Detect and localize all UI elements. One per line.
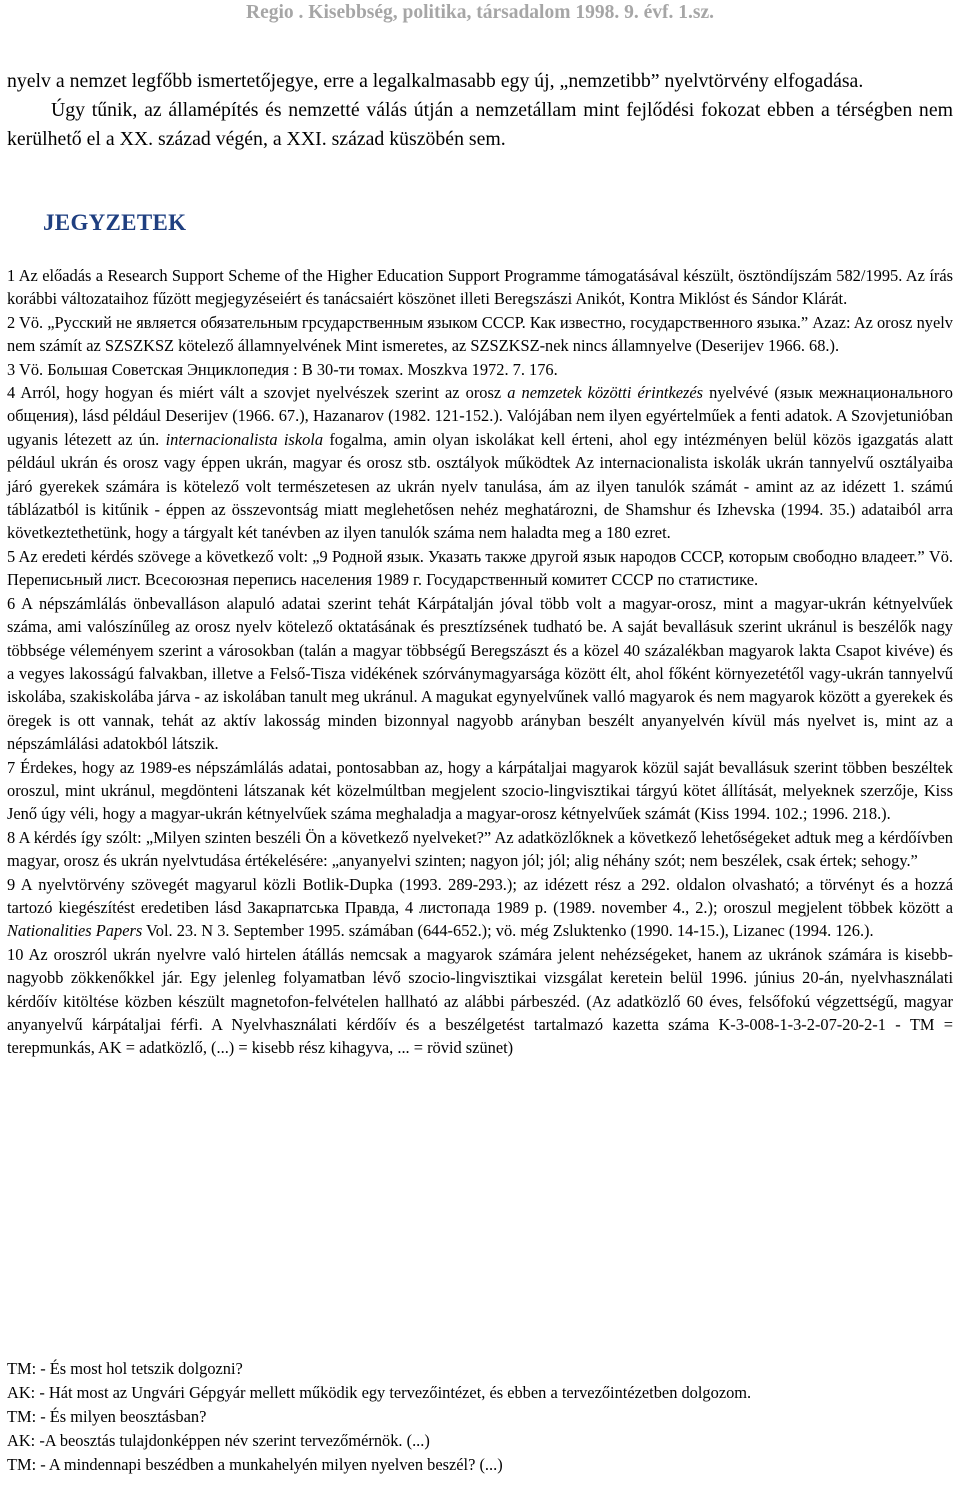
dialog-line: TM: - A mindennapi beszédben a munkahelyén milyen nyelven beszél? (...) [7,1455,503,1474]
note-2: 2 Vö. „Русский не является обязательным грсударственным языком СССР. Как известно, государственного языка.” Azaz: Az orosz nyelv nem számít az SZSZKSZ kötelező államnyelvének Mint ismeretes, az SZSZKSZ-nek nincs államnyelve (Deserijev 1966. 68.). [7,312,953,356]
note-9 [7,873,953,943]
dialog-line: AK: - Hát most az Ungvári Gépgyár mellett működik egy tervezőintézet, és ebben a tervezőintézetben dolgozom. [7,1383,752,1402]
note-5: 5 Az eredeti kérdés szövege a következő volt: „9 Родной язык. Указать также другой язык народов СССР, которым свободно владеет.” Vö. Переписьный лист. Всесоюзная перепись населения 1989 г. Государственный комитет СССР по статистике. [7,546,953,590]
note-emphasis: a nemzetek közötti érintkezés [507,383,704,403]
body-text [7,67,953,154]
note-emphasis: Nationalities Papers [7,921,143,941]
note-4 [7,381,953,545]
notes-heading: JEGYZETEK [43,210,187,235]
note-text: fogalma, amin olyan iskolákat kell érteni, ahol egy intézményen belül közös igazgatás alatt például ukrán és orosz vagy éppen ukrán, magyar és orosz stb. osztályok működtek Az internacionalista iskolák ukrán tannyelvű osztályaiba járó gyerekek számára is kötelező volt természetesen az ukrán nyelv tanulása, ám az ilyen tanulók számát - amint az az idézett 1. számú táblázatból is kitűnik - éppen az összevontság miatt meglehetősen nehéz meghatározni, de Shamshur és Izhevska (1994. 35.) adataiból arra következtethetünk, hogy a tárgyalt két tanévben az ilyen tanulók száma nem haladta meg a 180 ezret. [7,429,954,543]
note-text: 4 Arról, hogy hogyan és miért vált a szovjet nyelvészek szerint az orosz [7,383,508,403]
note-3: 3 Vö. Большая Советская Энциклопедия : В 30-ти томах. Moszkva 1972. 7. 176. [7,359,558,379]
dialog-line: TM: - És milyen beosztásban? [7,1407,207,1426]
note-text: nyelvévé (язык межнационального общения), lásd például Deserijev (1966. 67.), Hazanarov (1982. 121-152.). Valójában nem ilyen egyértelműek a fenti adatok. A Szovjetunióban ugyanis létezett az ún. [7,383,954,449]
note-text: Vol. 23. N 3. September 1995. számában (644-652.); vö. még Zsluktenko (1990. 14-15.), Lizanec (1994. 126.). [142,921,874,941]
dialog-line: AK: -A beosztás tulajdonképpen név szerint tervezőmérnök. (...) [7,1431,430,1450]
note-10: 10 Az oroszról ukrán nyelvre való hirtelen átállás nemcsak a magyarok számára jelent nehézségeket, hanem az ukránok számára is kisebb-nagyobb zökkenőkkel jár. Egy jelenleg folyamatban lévő szocio-lingvisztikai vizsgálat keretein belül 1996. június 20-án, nyelvhasználati kérdőív kitöltése közben készült magnetofon-felvételen hallható az alábbi párbeszéd. (Az adatközlő 60 éves, felsőfokú végzettségű, magyar anyanyelvű kárpátaljai férfi. A Nyelvhasználati kérdőív és a beszélgetést tartalmazó kazetta száma K-3-008-1-3-2-07-20-2-1 - TM = terepmunkás, AK = adatközlő, (...) = kisebb rész kihagyva, ... = rövid szünet) [7,944,953,1058]
notes-section [7,264,953,1060]
note-7: 7 Érdekes, hogy az 1989-es népszámlálás adatai, pontosabban az, hogy a kárpátaljai magyarok közül saját bevallásuk szerint többen beszéltek oroszul, mint ukránul, megdönteni látszanak két közelmúltban megjelent szocio-lingvisztikai tárgyú kötet állítását, melyeknek szerzője, Kiss Jenő úgy véli, hogy a magyar-ukrán kétnyelvűek száma meghaladja a magyar-orosz kétnyelvűek számát (Kiss 1994. 102.; 1996. 218.). [7,757,953,824]
note-8: 8 A kérdés így szólt: „Milyen szinten beszéli Ön a következő nyelveket?” Az adatközlőknek a következő lehetőségeket adtuk meg a kérdőívben magyar, orosz és ukrán nyelvtudása értékelésére: „anyanyelvi szinten; nagyon jól; jól; alig néhány szót; nem beszélek, csak értek; sehogy.” [7,827,953,871]
note-emphasis: internacionalista iskola [165,429,324,449]
running-header: Regio . Kisebbség, politika, társadalom 1998. 9. évf. 1.sz. [246,2,714,23]
body-paragraph: Úgy tűnik, az államépítés és nemzetté válás útján a nemzetállam mint fejlődési fokozat ebben a térségben nem kerülhető el a XX. század végén, a XXI. század küszöbén sem. [7,99,953,150]
interview-dialog [7,1357,953,1477]
note-text: 9 A nyelvtörvény szövegét magyarul közli Botlik-Dupka (1993. 289-293.); az idézett rész a 292. oldalon olvasható; a törvényt és a hozzá tartozó kiegészítést eredetiben lásd Закарпатська Правда, 4 листопада 1989 р. (1989. november 4., 2.); oroszul megjelent többek között a [7,874,953,917]
dialog-line: TM: - És most hol tetszik dolgozni? [7,1359,243,1378]
note-1: 1 Az előadás a Research Support Scheme of the Higher Education Support Programme támogatásával készült, ösztöndíjszám 582/1995. Az írás korábbi változataihoz fűzött megjegyzéseiért és tanácsaiért köszönet illeti Beregszászi Anikót, Kontra Miklóst és Sándor Klárát. [7,266,953,309]
note-6: 6 A népszámlálás önbevalláson alapuló adatai szerint tehát Kárpátalján jóval több volt a magyar-orosz, mint a magyar-ukrán kétnyelvűek száma, ami valószínűleg az orosz nyelv kötelező oktatásának és presztízsének tudható be. A saját bevallásuk szerint ukránul is beszélők nagy többsége véleményem szerint a városokban (talán a magyar többségű Beregszászt és a közel 40 százalékban magyarok lakta Csapot kivéve) és a vegyes lakosságú falvakban, illetve a Felső-Tisza vidékének szórványmagyarsága között élt, ahol főként környezetétől vagy-ukrán tannyelvű iskolába, szakiskolába járva - az iskolában tanult meg ukránul. A magukat egynyelvűnek valló magyarok és nem magyarok között a gyerekek és öregek is ott vannak, tehát az aktív lakosság minden bizonnyal nagyobb arányban beszélt anyanyelvén kívül más nyelvet is, mint az a népszámlálási adatokból látszik. [7,593,953,754]
body-paragraph: nyelv a nemzet legfőbb ismertetőjegye, erre a legalkalmasabb egy új, „nemzetibb” nyelvtörvény elfogadása. [7,70,864,92]
